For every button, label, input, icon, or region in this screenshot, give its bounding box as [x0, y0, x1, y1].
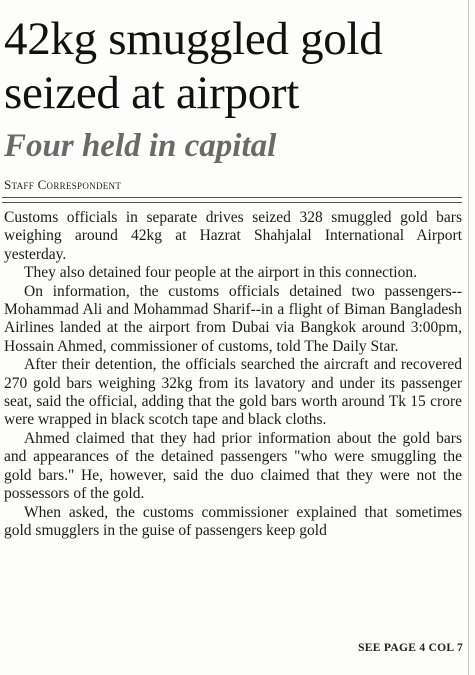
paragraph: Customs officials in separate drives seized 328 smuggled gold bars weighing around 42kg at Hazrat Shahjalal International Airport yesterday.	[4, 209, 462, 263]
paragraph: They also detained four people at the airport in this connection.	[24, 264, 417, 282]
headline: 42kg smuggled gold seized at airport	[4, 13, 383, 119]
byline-rule-top	[2, 197, 462, 198]
byline: Staff Correspondent	[4, 177, 122, 192]
continuation-line: SEE PAGE 4 COL 7	[358, 642, 463, 654]
article-body	[4, 209, 462, 540]
paragraph: When asked, the customs commissioner explained that sometimes gold smugglers in the guise of passengers keep gold	[4, 503, 462, 539]
paragraph: After their detention, the officials searched the aircraft and recovered 270 gold bars weighing 32kg from its lavatory and under its passenger seat, said the official, adding that the gold bars worth around Tk 15 crore were wrapped in black scotch tape and black cloths.	[4, 356, 462, 429]
clipping-edge	[468, 0, 469, 675]
paragraph: On information, the customs officials detained two passengers--Mohammad Ali and Mohammad Sharif--in a flight of Biman Bangladesh Airlines landed at the airport from Dubai via Bangkok around 3:00pm, Hossain Ahmed, commissioner of customs, told The Daily Star.	[4, 282, 462, 355]
subheadline: Four held in capital	[4, 128, 277, 164]
paragraph: Ahmed claimed that they had prior information about the gold bars and appearances of the detained passengers "who were smuggling the gold bars." He, however, said the duo claimed that they were not the possessors of the gold.	[4, 429, 462, 503]
byline-rule-bottom	[2, 202, 462, 203]
